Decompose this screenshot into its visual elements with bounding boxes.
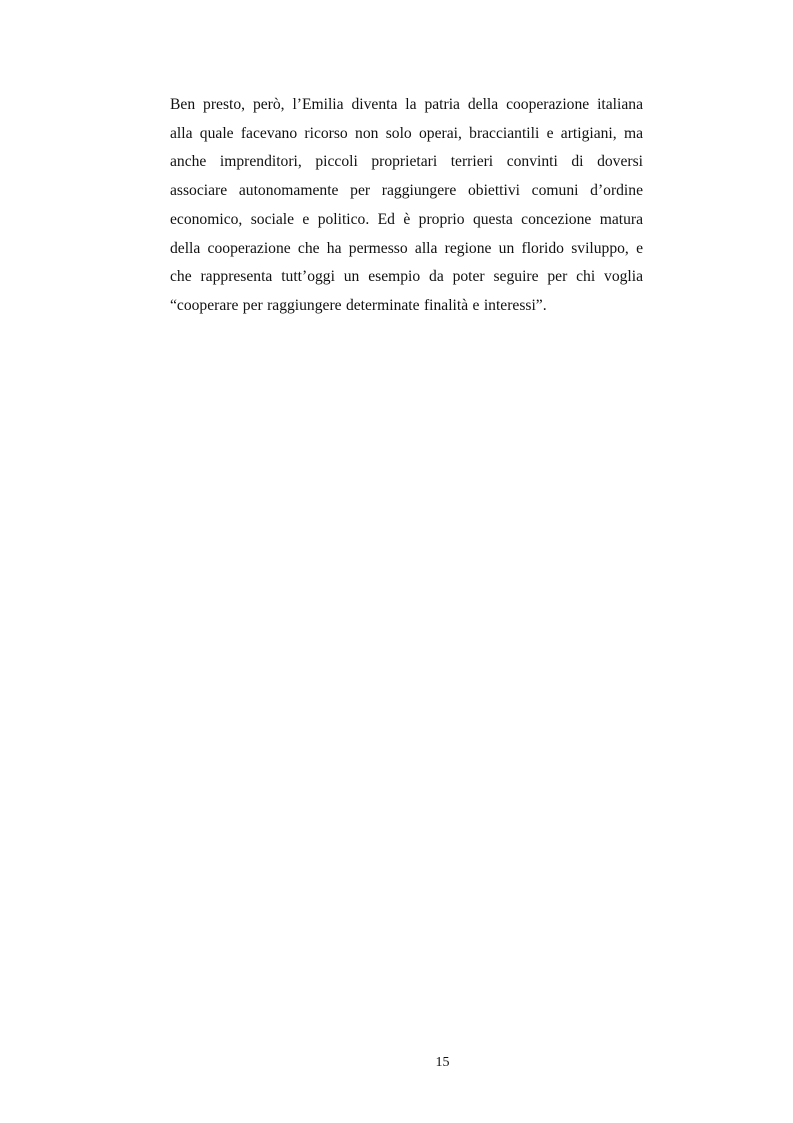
paragraph-line: Ben presto, però, l’Emilia diventa la patria della cooperazione italiana bbox=[170, 96, 643, 113]
paragraph-line: anche imprenditori, piccoli proprietari terrieri convinti di doversi bbox=[170, 153, 643, 171]
paragraph-line: economico, sociale e politico. Ed è proprio questa concezione matura bbox=[170, 210, 643, 228]
paragraph-line: alla quale facevano ricorso non solo operai, bracciantili e artigiani, ma bbox=[170, 124, 643, 142]
page-number: 15 bbox=[435, 1055, 450, 1070]
paragraph-line: della cooperazione che ha permesso alla regione un florido sviluppo, e bbox=[170, 239, 643, 257]
body-paragraph bbox=[170, 91, 643, 321]
paragraph-line: che rappresenta tutt’oggi un esempio da poter seguire per chi voglia bbox=[170, 268, 643, 286]
paragraph-line: “cooperare per raggiungere determinate finalità e interessi”. bbox=[170, 296, 547, 314]
paragraph-line: associare autonomamente per raggiungere obiettivi comuni d’ordine bbox=[170, 182, 643, 200]
